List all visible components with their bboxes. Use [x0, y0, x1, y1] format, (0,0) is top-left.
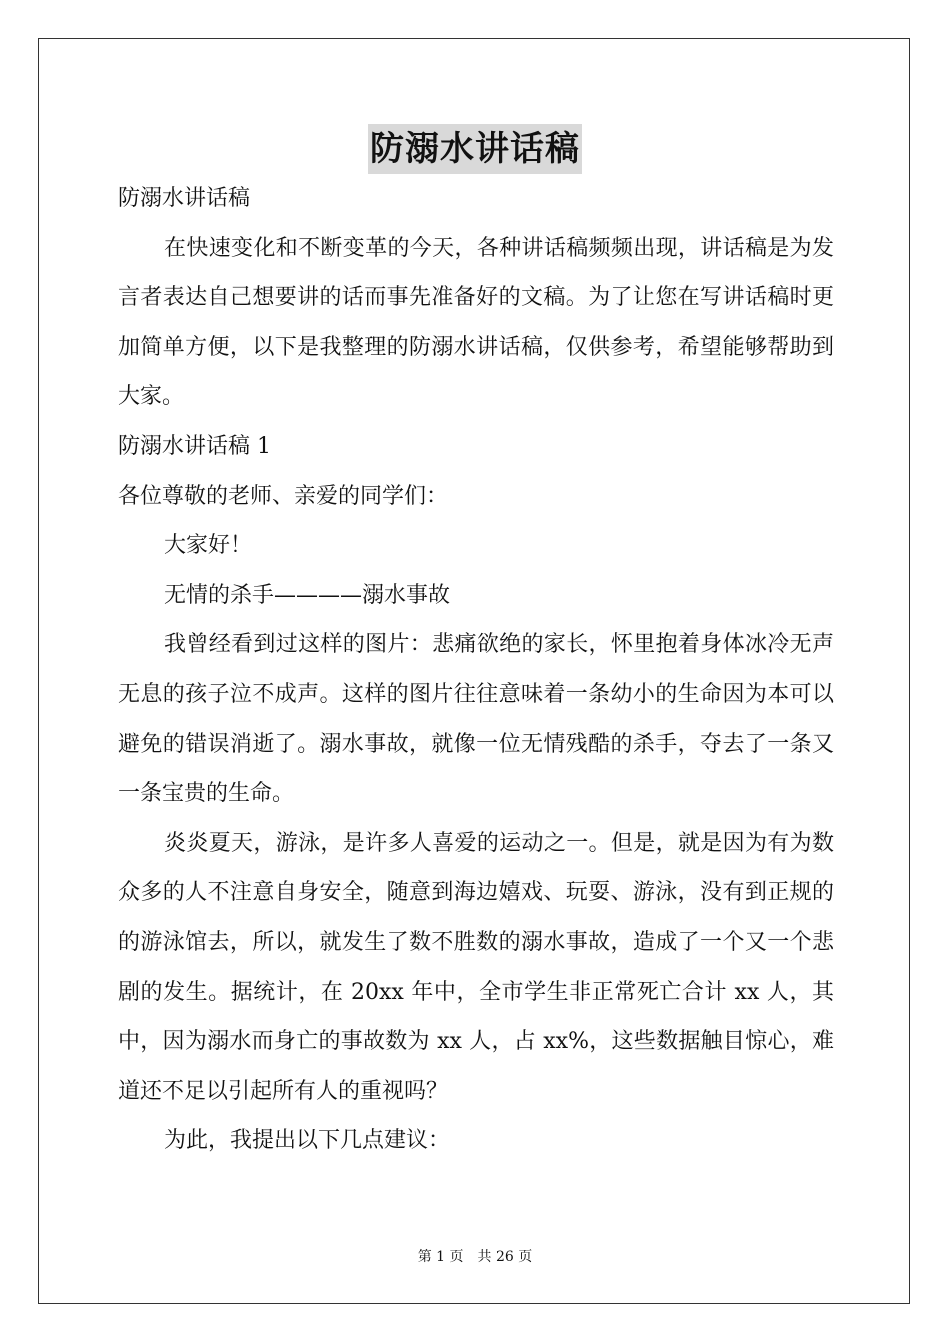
section-heading: 防溺水讲话稿 1 — [118, 433, 271, 459]
body-paragraph-3: 为此，我提出以下几点建议： — [164, 1128, 451, 1154]
intro-paragraph: 在快速变化和不断变革的今天，各种讲话稿频频出现，讲话稿是为发言者表达自己想要讲的话而事先准备好的文稿。为了让您在写讲话稿时更加简单方便，以下是我整理的防溺水讲话稿，仅供参考，希望能够帮助到大家。 — [118, 235, 834, 410]
page-number: 第 1 页 共 26 页 — [417, 1249, 533, 1265]
greeting: 大家好！ — [164, 533, 253, 559]
document-subtitle: 防溺水讲话稿 — [118, 186, 251, 211]
salutation: 各位尊敬的老师、亲爱的同学们： — [118, 483, 449, 509]
document-title: 防溺水讲话稿 — [368, 124, 582, 174]
page-footer — [0, 1246, 950, 1266]
title-container — [0, 124, 950, 174]
body-paragraph-2: 炎炎夏天，游泳，是许多人喜爱的运动之一。但是，就是因为有为数众多的人不注意自身安全，随意到海边嬉戏、玩耍、游泳，没有到正规的的游泳馆去，所以，就发生了数不胜数的溺水事故，造成了一个又一个悲剧的发生。据统计，在 20xx 年中，全市学生非正常死亡合计 xx 人，其中，因为溺水而身亡的事故数为 xx 人，占 xx%，这些数据触目惊心，难道还不足以引起所有人的重视吗？ — [118, 830, 834, 1104]
topic-line: 无情的杀手————溺水事故 — [164, 582, 451, 608]
document-body — [118, 174, 834, 1166]
body-paragraph-1: 我曾经看到过这样的图片：悲痛欲绝的家长，怀里抱着身体冰冷无声无息的孩子泣不成声。这样的图片往往意味着一条幼小的生命因为本可以避免的错误消逝了。溺水事故，就像一位无情残酷的杀手，夺去了一条又一条宝贵的生命。 — [118, 632, 834, 807]
